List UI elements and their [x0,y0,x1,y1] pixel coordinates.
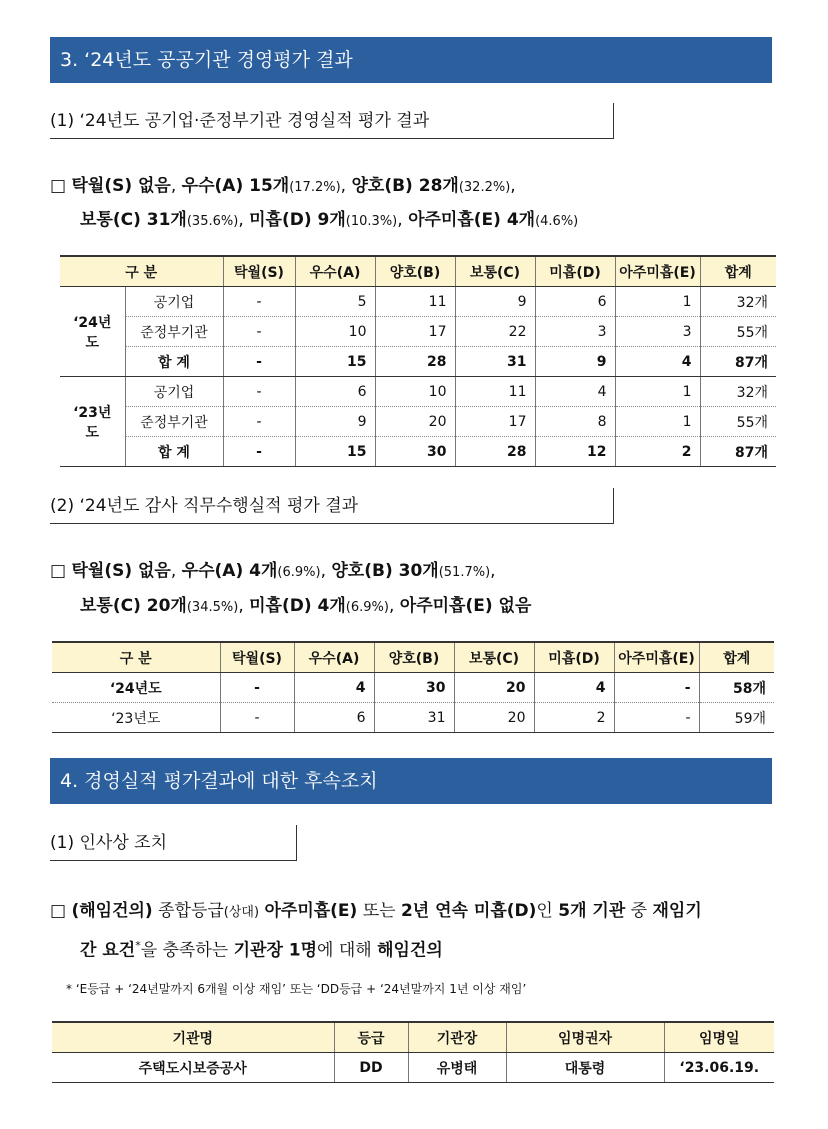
table-row [52,673,774,703]
col-header: 합계 [700,256,776,287]
summary-1-a: 우수(A) 15개 [181,176,290,196]
table-sum-row [60,347,776,377]
cell: 공기업 [125,287,223,317]
text-bold: 재임기 [652,901,702,921]
col-header: 기관명 [52,1022,334,1053]
text: 종합등급 [152,901,224,921]
cell: 준정부기관 [125,317,223,347]
summary-1-line-1 [50,168,516,206]
col-header: 아주미흡(E) [615,256,700,287]
col-header: 합계 [699,642,774,673]
cell: 30 [374,673,454,703]
col-header: 우수(A) [294,642,374,673]
table-header-row [52,642,774,673]
cell: 9 [535,347,615,377]
summary-1-b-pct: (32.2%) [458,180,511,195]
cell: 30 [375,437,455,467]
cell: 2 [534,703,614,733]
cell: 87개 [700,347,776,377]
cell: 2 [615,437,700,467]
cell: 유병태 [408,1053,506,1083]
text-bold: 5개 기관 [558,901,626,921]
col-header: 아주미흡(E) [614,642,699,673]
text: 인 [536,901,559,921]
table-row [52,703,774,733]
text: 또는 [357,901,401,921]
cell: 20 [375,407,455,437]
summary-2-a: 우수(A) 4개 [181,561,278,581]
dismissal-table [52,1021,774,1083]
table-header-row [52,1022,774,1053]
cell: 5 [295,287,375,317]
col-header: 보통(C) [455,256,535,287]
cell: 9 [295,407,375,437]
summary-1-c: 보통(C) 31개 [80,210,187,230]
text: 에 대해 [317,940,378,961]
summary-1-line-2 [50,202,578,240]
sep: , [510,176,516,196]
summary-2-e: 아주미흡(E) 없음 [399,596,532,616]
col-header: 임명권자 [506,1022,664,1053]
cell: - [614,703,699,733]
col-header: 양호(B) [375,256,455,287]
col-header: 미흡(D) [534,642,614,673]
summary-2-d-pct: (6.9%) [345,600,389,615]
cell: - [223,287,295,317]
footnote: * ‘E등급 + ‘24년말까지 6개월 이상 재임’ 또는 ‘DD등급 + ‘24년말까지 1년 이상 재임’ [66,982,527,996]
cell: 12 [535,437,615,467]
col-header: 구 분 [52,642,220,673]
cell: 공기업 [125,377,223,407]
summary-2-line-1 [50,553,496,591]
table-row [60,287,776,317]
cell: 58개 [699,673,774,703]
cell: 15 [295,437,375,467]
table-row [60,377,776,407]
year-cell: ‘23년도 [60,377,125,467]
cell: 대통령 [506,1053,664,1083]
col-header: 양호(B) [374,642,454,673]
cell: 15 [295,347,375,377]
cell: 11 [455,377,535,407]
cell: 9 [455,287,535,317]
col-header: 탁월(S) [220,642,294,673]
cell: 31 [374,703,454,733]
cell: 6 [535,287,615,317]
cell: 1 [615,287,700,317]
evaluation-table-1 [60,255,776,467]
cell: 4 [294,673,374,703]
cell: - [223,377,295,407]
cell: 11 [375,287,455,317]
col-header: 탁월(S) [223,256,295,287]
dismissal-label: (해임건의) [71,901,153,921]
summary-2-s: 탁월(S) 없음 [71,561,171,581]
summary-1-c-pct: (35.6%) [186,214,239,229]
cell: DD [334,1053,408,1083]
sep: , [397,210,409,230]
summary-1-d: 미흡(D) 9개 [249,210,346,230]
col-header: 미흡(D) [535,256,615,287]
summary-1-b: 양호(B) 28개 [351,176,459,196]
text-bold: 아주미흡(E) [264,901,358,921]
table-sum-row [60,437,776,467]
cell: 10 [295,317,375,347]
table-row [60,317,776,347]
cell: 32개 [700,287,776,317]
col-header: 기관장 [408,1022,506,1053]
cell: 17 [455,407,535,437]
cell: 4 [615,347,700,377]
cell: 17 [375,317,455,347]
cell: ‘24년도 [52,673,220,703]
cell: 주택도시보증공사 [52,1053,334,1083]
subsection-4-1-title: (1) 인사상 조치 [50,825,297,861]
cell: 6 [295,377,375,407]
bullet-box: □ [50,561,72,581]
bullet-box: □ [50,901,72,921]
cell: 55개 [700,317,776,347]
table-row [60,407,776,437]
text-bold: 2년 연속 미흡(D) [400,901,537,921]
summary-1-s: 탁월(S) 없음 [71,176,171,196]
cell: - [220,673,294,703]
cell: 4 [534,673,614,703]
sep: , [170,176,182,196]
cell: 22 [455,317,535,347]
sep: , [388,596,400,616]
summary-2-c: 보통(C) 20개 [80,596,187,616]
summary-2-line-2 [50,588,531,626]
sep: , [490,561,496,581]
text-bold: 간 요건 [80,940,136,961]
text: 을 충족하는 [140,940,234,961]
sep: , [238,596,250,616]
cell: 1 [615,407,700,437]
sep: , [238,210,250,230]
cell: 28 [375,347,455,377]
cell: 20 [454,703,534,733]
asterisk: * [135,939,141,952]
cell: 10 [375,377,455,407]
cell: - [220,703,294,733]
cell: 합 계 [125,437,223,467]
summary-2-d: 미흡(D) 4개 [249,596,346,616]
cell: 32개 [700,377,776,407]
col-header: 우수(A) [295,256,375,287]
cell: 3 [535,317,615,347]
summary-2-b-pct: (51.7%) [438,565,491,580]
cell: 20 [454,673,534,703]
subsection-1-title: (1) ‘24년도 공기업·준정부기관 경영실적 평가 결과 [50,103,614,139]
summary-1-e-pct: (4.6%) [535,214,579,229]
subsection-2-title: (2) ‘24년도 감사 직무수행실적 평가 결과 [50,488,614,524]
evaluation-table-2 [52,641,774,733]
sep: , [340,176,352,196]
sep: , [170,561,182,581]
text: 중 [625,901,653,921]
cell: - [223,437,295,467]
cell: ‘23.06.19. [664,1053,774,1083]
summary-1-a-pct: (17.2%) [289,180,341,195]
cell: 6 [294,703,374,733]
summary-2-c-pct: (34.5%) [186,600,239,615]
summary-1-e: 아주미흡(E) 4개 [408,210,536,230]
sep: , [320,561,332,581]
dismissal-para-line-2 [50,928,443,969]
cell: - [223,347,295,377]
cell: 55개 [700,407,776,437]
table-header-row [60,256,776,287]
cell: 59개 [699,703,774,733]
cell: - [614,673,699,703]
cell: 31 [455,347,535,377]
bullet-box: □ [50,176,72,196]
cell: 28 [455,437,535,467]
cell: 87개 [700,437,776,467]
dismissal-para-line-1 [50,893,702,931]
cell: - [223,317,295,347]
section-3-title: 3. ‘24년도 공공기관 경영평가 결과 [50,37,772,83]
col-header: 보통(C) [454,642,534,673]
cell: 1 [615,377,700,407]
cell: 준정부기관 [125,407,223,437]
cell: 합 계 [125,347,223,377]
cell: 3 [615,317,700,347]
cell: 8 [535,407,615,437]
summary-2-a-pct: (6.9%) [277,565,321,580]
text: (상대) [223,905,260,920]
col-header: 임명일 [664,1022,774,1053]
cell: ‘23년도 [52,703,220,733]
summary-2-b: 양호(B) 30개 [331,561,439,581]
summary-1-d-pct: (10.3%) [345,214,398,229]
cell: - [223,407,295,437]
year-cell: ‘24년도 [60,287,125,377]
cell: 4 [535,377,615,407]
text-bold: 기관장 1명 [233,940,318,961]
table-row [52,1053,774,1083]
col-header: 구 분 [60,256,223,287]
text-bold: 해임건의 [377,940,443,961]
section-4-title: 4. 경영실적 평가결과에 대한 후속조치 [50,758,772,804]
col-header: 등급 [334,1022,408,1053]
